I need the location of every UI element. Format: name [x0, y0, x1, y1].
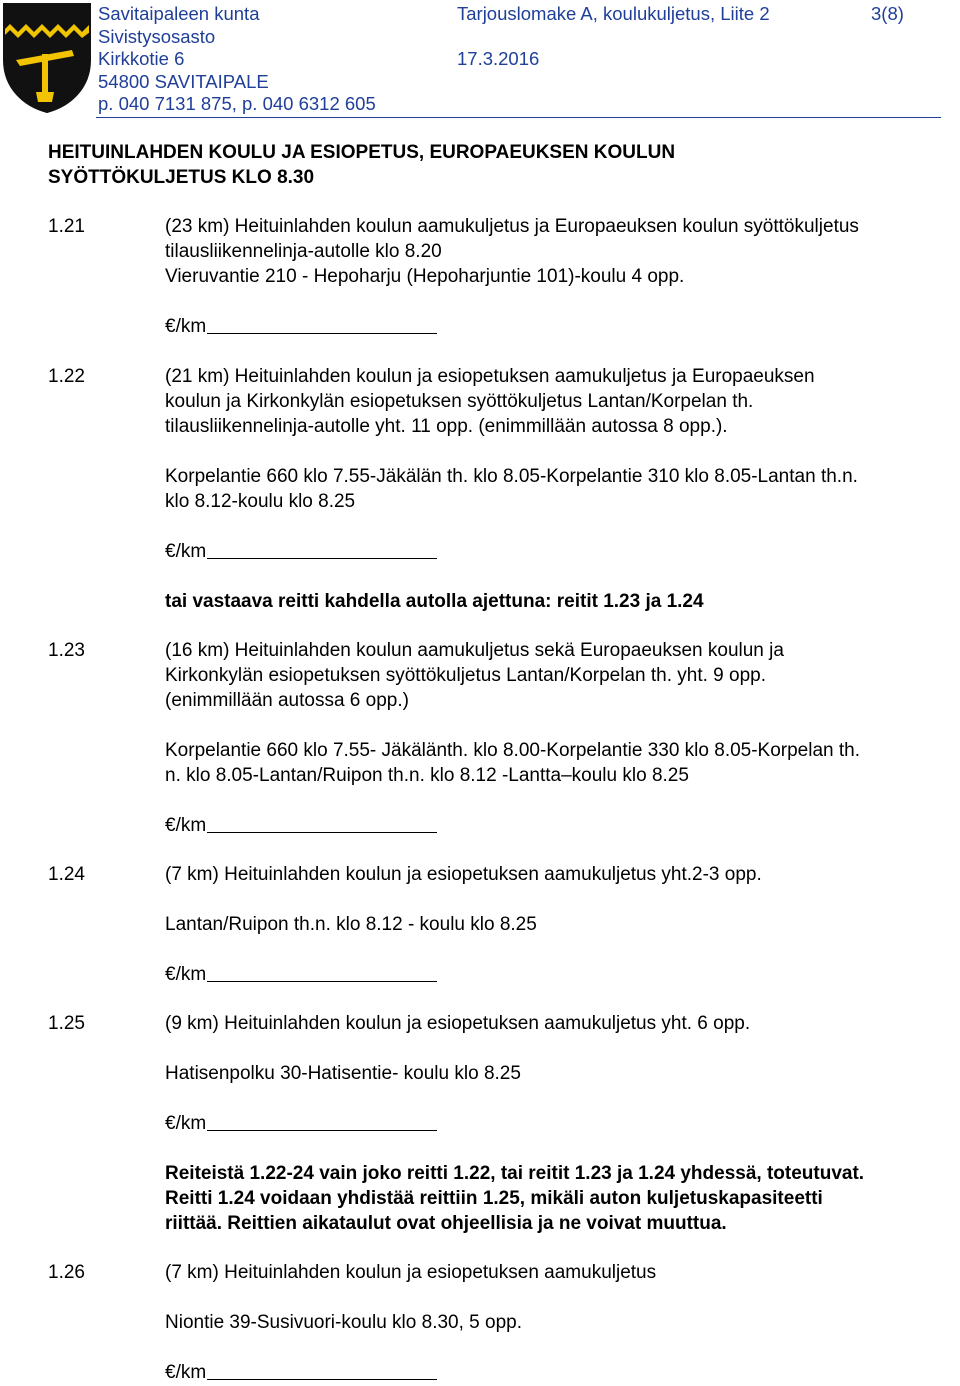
price-blank-line[interactable] [207, 981, 437, 982]
org-line: Sivistysosasto [98, 25, 216, 47]
description-line: Kirkonkylän esiopetuksen syöttökuljetus Lantan/Korpelan th. yht. 9 opp. [165, 665, 766, 686]
route-number: 1.23 [48, 640, 85, 661]
description-line: (enimmillään autossa 6 opp.) [165, 690, 409, 711]
document-title: Tarjouslomake A, koulukuljetus, Liite 2 [457, 3, 770, 24]
org-line: Savitaipaleen kunta [98, 3, 260, 24]
alternative-route-note: tai vastaava reitti kahdella autolla ajettuna: reitit 1.23 ja 1.24 [165, 591, 704, 612]
municipal-coat-of-arms-logo [2, 2, 92, 114]
route-number: 1.22 [48, 366, 85, 387]
price-label: €/km [165, 541, 207, 562]
route-description [165, 364, 960, 614]
price-label: €/km [165, 815, 207, 836]
notice-line: Reiteistä 1.22-24 vain joko reitti 1.22, tai reitit 1.23 ja 1.24 yhdessä, toteutuvat. [165, 1163, 865, 1184]
price-blank-line[interactable] [207, 1379, 437, 1380]
route-line: Niontie 39-Susivuori-koulu klo 8.30, 5 opp. [165, 1312, 522, 1333]
price-label: €/km [165, 964, 207, 985]
description-line: (21 km) Heituinlahden koulun ja esiopetuksen aamukuljetus ja Europaeuksen [165, 366, 815, 387]
price-field[interactable] [165, 962, 960, 987]
route-line: Korpelantie 660 klo 7.55- Jäkälänth. klo 8.00-Korpelantie 330 klo 8.05-Korpelan th. [165, 740, 861, 761]
org-line: 54800 SAVITAIPALE [98, 70, 269, 92]
section-title [48, 140, 928, 190]
price-blank-line[interactable] [207, 832, 437, 833]
price-field[interactable] [165, 813, 960, 838]
notice-line: riittää. Reittien aikataulut ovat ohjeellisia ja ne voivat muuttua. [165, 1213, 727, 1234]
description-line: tilausliikennelinja-autolle yht. 11 opp. (enimmillään autossa 8 opp.). [165, 416, 728, 437]
route-line: Korpelantie 660 klo 7.55-Jäkälän th. klo 8.05-Korpelantie 310 klo 8.05-Lantan th.n. [165, 466, 858, 487]
price-blank-line[interactable] [207, 333, 437, 334]
notice-line: Reitti 1.24 voidaan yhdistää reittiin 1.25, mikäli auton kuljetuskapasiteetti [165, 1188, 823, 1209]
route-number: 1.26 [48, 1262, 85, 1283]
price-field[interactable] [165, 1111, 960, 1136]
price-blank-line[interactable] [207, 558, 437, 559]
price-label: €/km [165, 1113, 207, 1134]
route-number: 1.24 [48, 864, 85, 885]
title-line: SYÖTTÖKULJETUS KLO 8.30 [48, 167, 315, 188]
price-label: €/km [165, 1362, 207, 1383]
description-line: (9 km) Heituinlahden koulun ja esiopetuksen aamukuljetus yht. 6 opp. [165, 1013, 751, 1034]
header-divider [96, 117, 941, 118]
route-notice [165, 1161, 960, 1236]
description-line: (7 km) Heituinlahden koulun ja esiopetuksen aamukuljetus [165, 1262, 657, 1283]
organization-address [98, 3, 376, 116]
description-line: (7 km) Heituinlahden koulun ja esiopetuksen aamukuljetus yht.2-3 opp. [165, 864, 762, 885]
route-line: klo 8.12-koulu klo 8.25 [165, 491, 356, 512]
description-line: Vieruvantie 210 - Hepoharju (Hepoharjuntie 101)-koulu 4 opp. [165, 266, 685, 287]
route-description [165, 214, 960, 339]
description-line: tilausliikennelinja-autolle klo 8.20 [165, 241, 442, 262]
description-line: koulun ja Kirkonkylän esiopetuksen syöttökuljetus Lantan/Korpelan th. [165, 391, 754, 412]
title-line: HEITUINLAHDEN KOULU JA ESIOPETUS, EUROPAEUKSEN KOULUN [48, 142, 676, 163]
price-field[interactable] [165, 1360, 960, 1385]
price-blank-line[interactable] [207, 1130, 437, 1131]
price-field[interactable] [165, 314, 960, 339]
route-description [165, 1011, 960, 1136]
route-number: 1.25 [48, 1013, 85, 1034]
description-line: (16 km) Heituinlahden koulun aamukuljetus sekä Europaeuksen koulun ja [165, 640, 784, 661]
route-line: Lantan/Ruipon th.n. klo 8.12 - koulu klo 8.25 [165, 914, 537, 935]
price-field[interactable] [165, 539, 960, 564]
price-label: €/km [165, 316, 207, 337]
org-line: Kirkkotie 6 [98, 48, 185, 70]
route-line: n. klo 8.05-Lantan/Ruipon th.n. klo 8.12 -Lantta–koulu klo 8.25 [165, 765, 689, 786]
document-date: 17.3.2016 [457, 48, 540, 69]
route-description [165, 862, 960, 987]
org-line: p. 040 7131 875, p. 040 6312 605 [98, 93, 376, 115]
page-number: 3(8) [871, 3, 904, 24]
route-description [165, 1260, 960, 1385]
route-number: 1.21 [48, 216, 85, 237]
route-description [165, 638, 960, 838]
description-line: (23 km) Heituinlahden koulun aamukuljetus ja Europaeuksen koulun syöttökuljetus [165, 216, 859, 237]
route-line: Hatisenpolku 30-Hatisentie- koulu klo 8.25 [165, 1063, 521, 1084]
